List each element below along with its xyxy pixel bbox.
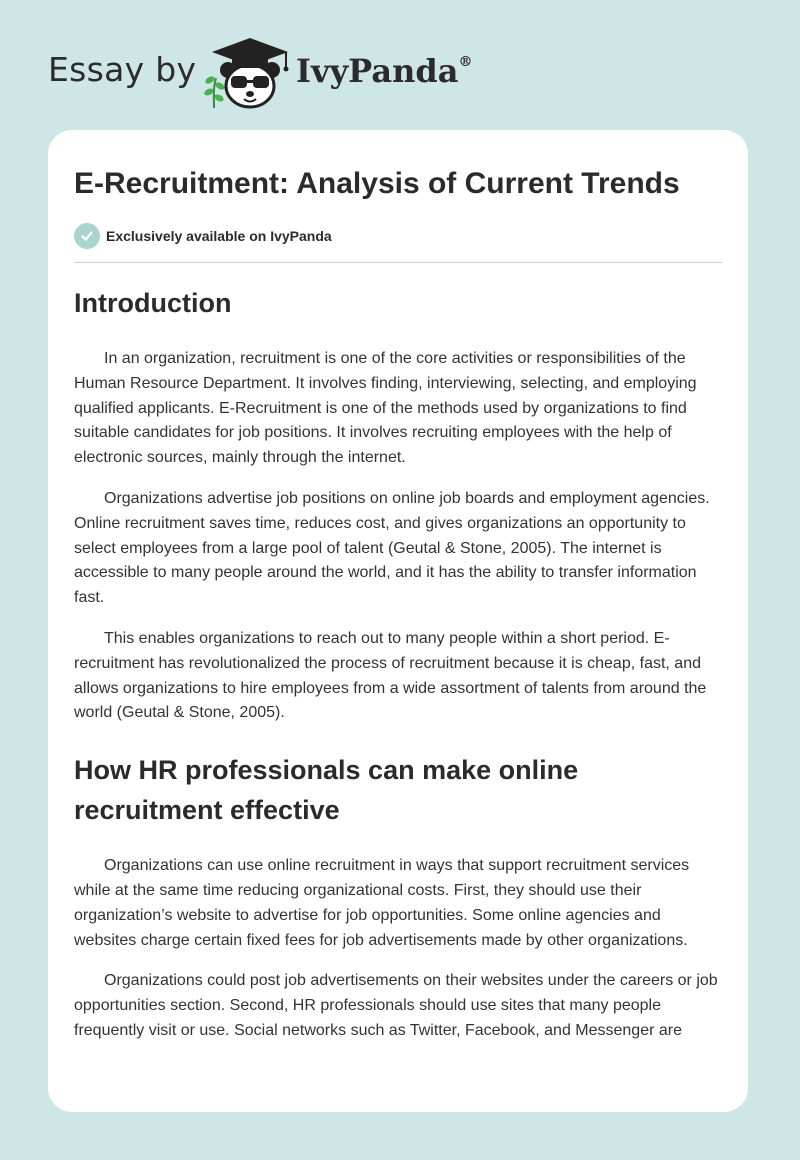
registered-mark: ® [458,54,473,70]
badge-text: Exclusively available on IvyPanda [106,228,332,244]
essay-title: E-Recruitment: Analysis of Current Trends [74,167,680,200]
panda-graduate-icon[interactable] [200,34,294,110]
essay-card [48,130,748,1112]
brand-name-text: IvyPanda [296,52,459,90]
paragraph: In an organization, recruitment is one of the core activities or responsibilities of the Human Resource Department. It involves finding, interviewing, selecting, and employing qualified applicants. E-Recruitment is one of the methods used by organizations to find suitable candidates for job positions. It involves recruiting employees with the help of electronic sources, mainly through the internet. [74,350,697,467]
essay-content [74,164,722,1044]
section-heading-introduction: Introduction [74,288,232,318]
paragraph: Organizations can use online recruitment in ways that support recruitment services while at the same time reducing organizational costs. First, they should use their organization’s website to advertise for job opportunities. Some online agencies and websites charge certain fixed fees for job advertisements made by other organizations. [74,857,690,949]
paragraph: Organizations could post job advertisements on their websites under the careers or job opportunities section. Second, HR professionals should use sites that many people frequently visit or use. Social networks such as Twitter, Facebook, and Messenger are [74,972,718,1039]
exclusive-badge [74,222,722,250]
paragraph: Organizations advertise job positions on online job boards and employment agencies. Online recruitment saves time, reduces cost, and gives organizations an opportunity to select employees from a large pool of talent (Geutal & Stone, 2005). The internet is accessible to many people around the world, and it has the ability to transfer information fast. [74,489,710,607]
brand-prefix: Essay by [48,50,197,89]
leaf-icon [203,75,226,108]
brand-name[interactable] [296,52,472,90]
divider [74,262,722,263]
site-header [0,0,800,120]
check-circle-icon [74,223,100,249]
paragraph: This enables organizations to reach out to many people within a short period. E-recruitment has revolutionalized the process of recruitment because it is cheap, fast, and allows organizations to hire employees from a wide assortment of talents from around the world (Geutal & Stone, 2005). [74,629,707,722]
section-heading-online-recruitment: How HR professionals can make online recruitment effective [74,755,579,826]
